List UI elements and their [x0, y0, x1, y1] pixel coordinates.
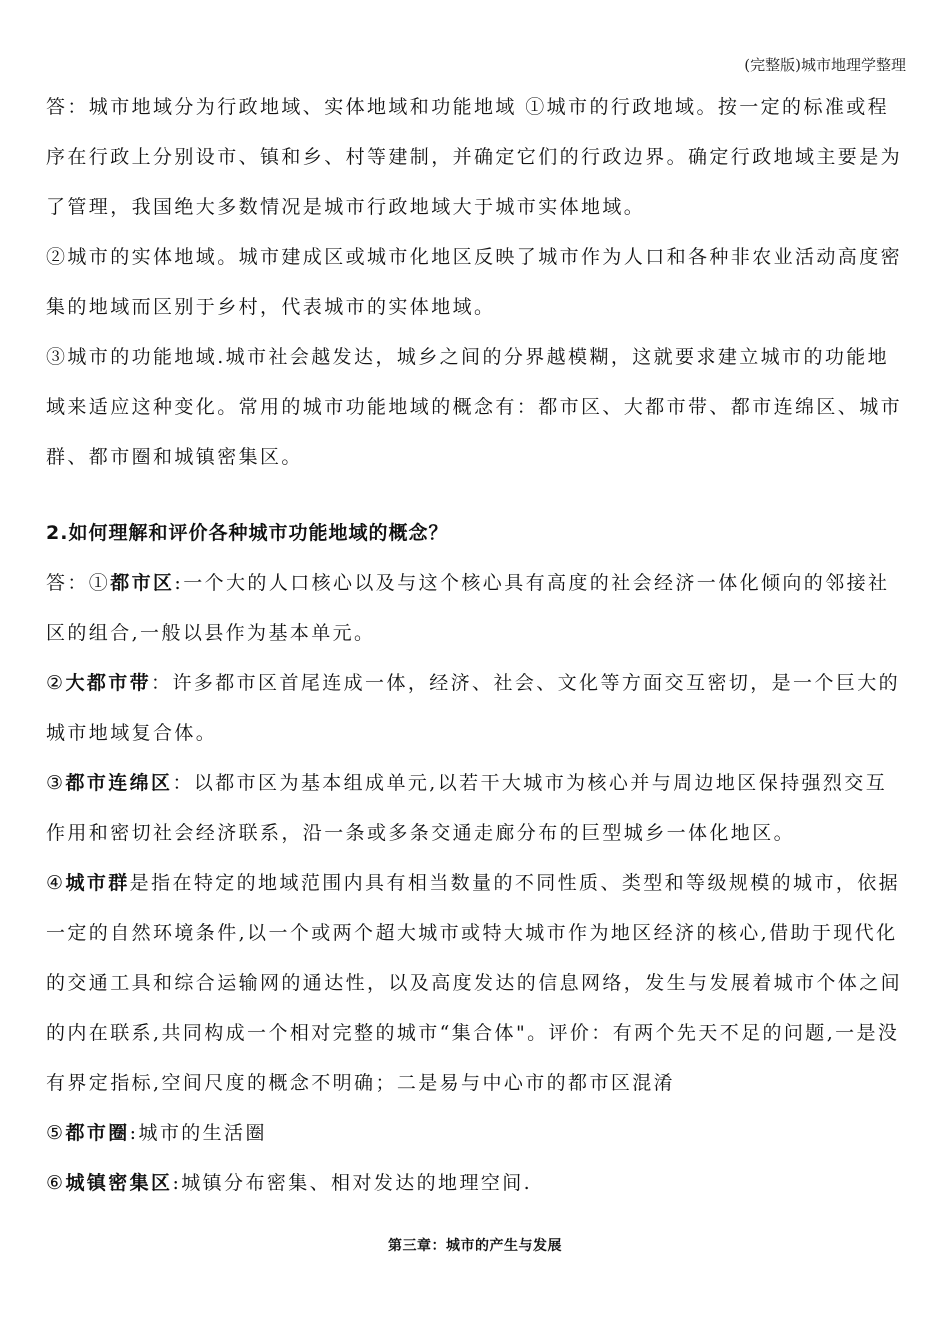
definition-item-urban-dense-area — [46, 1158, 908, 1208]
item-term: 大都市带 — [65, 672, 152, 694]
item-text: 是指在特定的地域范围内具有相当数量的不同性质、类型和等级规模的城市，依据一定的自然环境条件,以一个或两个超大城市或特大城市作为地区经济的核心,借助于现代化的交通工具和综合运输网的通达性，以及高度发达的信息网络，发生与发展着城市个体之间的内在联系,共同构成一个相对完整的城市“集合体"。评价：有两个先天不足的问题,一是没有界定指标,空间尺度的概念不明确；二是易与中心市的都市区混淆 — [46, 872, 903, 1094]
item-text: :城市的生活圈 — [129, 1122, 267, 1144]
item-term: 城市群 — [65, 872, 130, 894]
item-text: :一个大的人口核心以及与这个核心具有高度的社会经济一体化倾向的邻接社区的组合,一般以县作为基本单元。 — [46, 572, 890, 644]
item-prefix: ② — [46, 672, 66, 694]
item-term: 都市区 — [110, 572, 175, 594]
running-header: (完整版)城市地理学整理 — [744, 56, 906, 74]
entity-area-paragraph: ②城市的实体地域。城市建成区或城市化地区反映了城市作为人口和各种非农业活动高度密集的地域而区别于乡村，代表城市的实体地域。 — [46, 246, 903, 318]
item-text: ：以都市区为基本组成单元,以若干大城市为核心并与周边地区保持强烈交互作用和密切社会经济联系，沿一条或多条交通走廊分布的巨型城乡一体化地区。 — [46, 772, 888, 844]
definition-item-metropolitan-circle — [46, 1108, 908, 1158]
functional-area-paragraph: ③城市的功能地域.城市社会越发达，城乡之间的分界越模糊，这就要求建立城市的功能地域来适应这种变化。常用的城市功能地域的概念有：都市区、大都市带、都市连绵区、城市群、都市圈和城镇密集区。 — [46, 346, 903, 468]
chapter-title: 第三章：城市的产生与发展 — [388, 1238, 562, 1254]
item-prefix: ⑥ — [46, 1172, 66, 1194]
item-term: 都市连绵区 — [65, 772, 173, 794]
item-term: 城镇密集区 — [65, 1172, 173, 1194]
item-prefix: ③ — [46, 772, 66, 794]
question-heading: 2.如何理解和评价各种城市功能地域的概念？ — [46, 522, 449, 544]
item-text: :城镇分布密集、相对发达的地理空间. — [172, 1172, 533, 1194]
section-spacer — [46, 482, 908, 508]
definition-item-megalopolis — [46, 658, 908, 758]
item-prefix: ④ — [46, 872, 66, 894]
item-term: 都市圈 — [65, 1122, 130, 1144]
item-prefix: ⑤ — [46, 1122, 66, 1144]
definition-item-urban-agglomeration — [46, 858, 908, 1108]
document-body — [46, 82, 908, 1208]
item-prefix: 答：① — [46, 572, 111, 594]
answer-intro-paragraph: 答：城市地域分为行政地域、实体地域和功能地域 ①城市的行政地域。按一定的标准或程序在行政上分别设市、镇和乡、村等建制，并确定它们的行政边界。确定行政地域主要是为了管理，我国绝大多数情况是城市行政地域大于城市实体地域。 — [46, 96, 903, 218]
definition-item-metropolitan-interlocking-region — [46, 758, 908, 858]
definition-item-metro-area — [46, 558, 908, 658]
item-text: ：许多都市区首尾连成一体，经济、社会、文化等方面交互密切，是一个巨大的城市地域复合体。 — [46, 672, 901, 744]
